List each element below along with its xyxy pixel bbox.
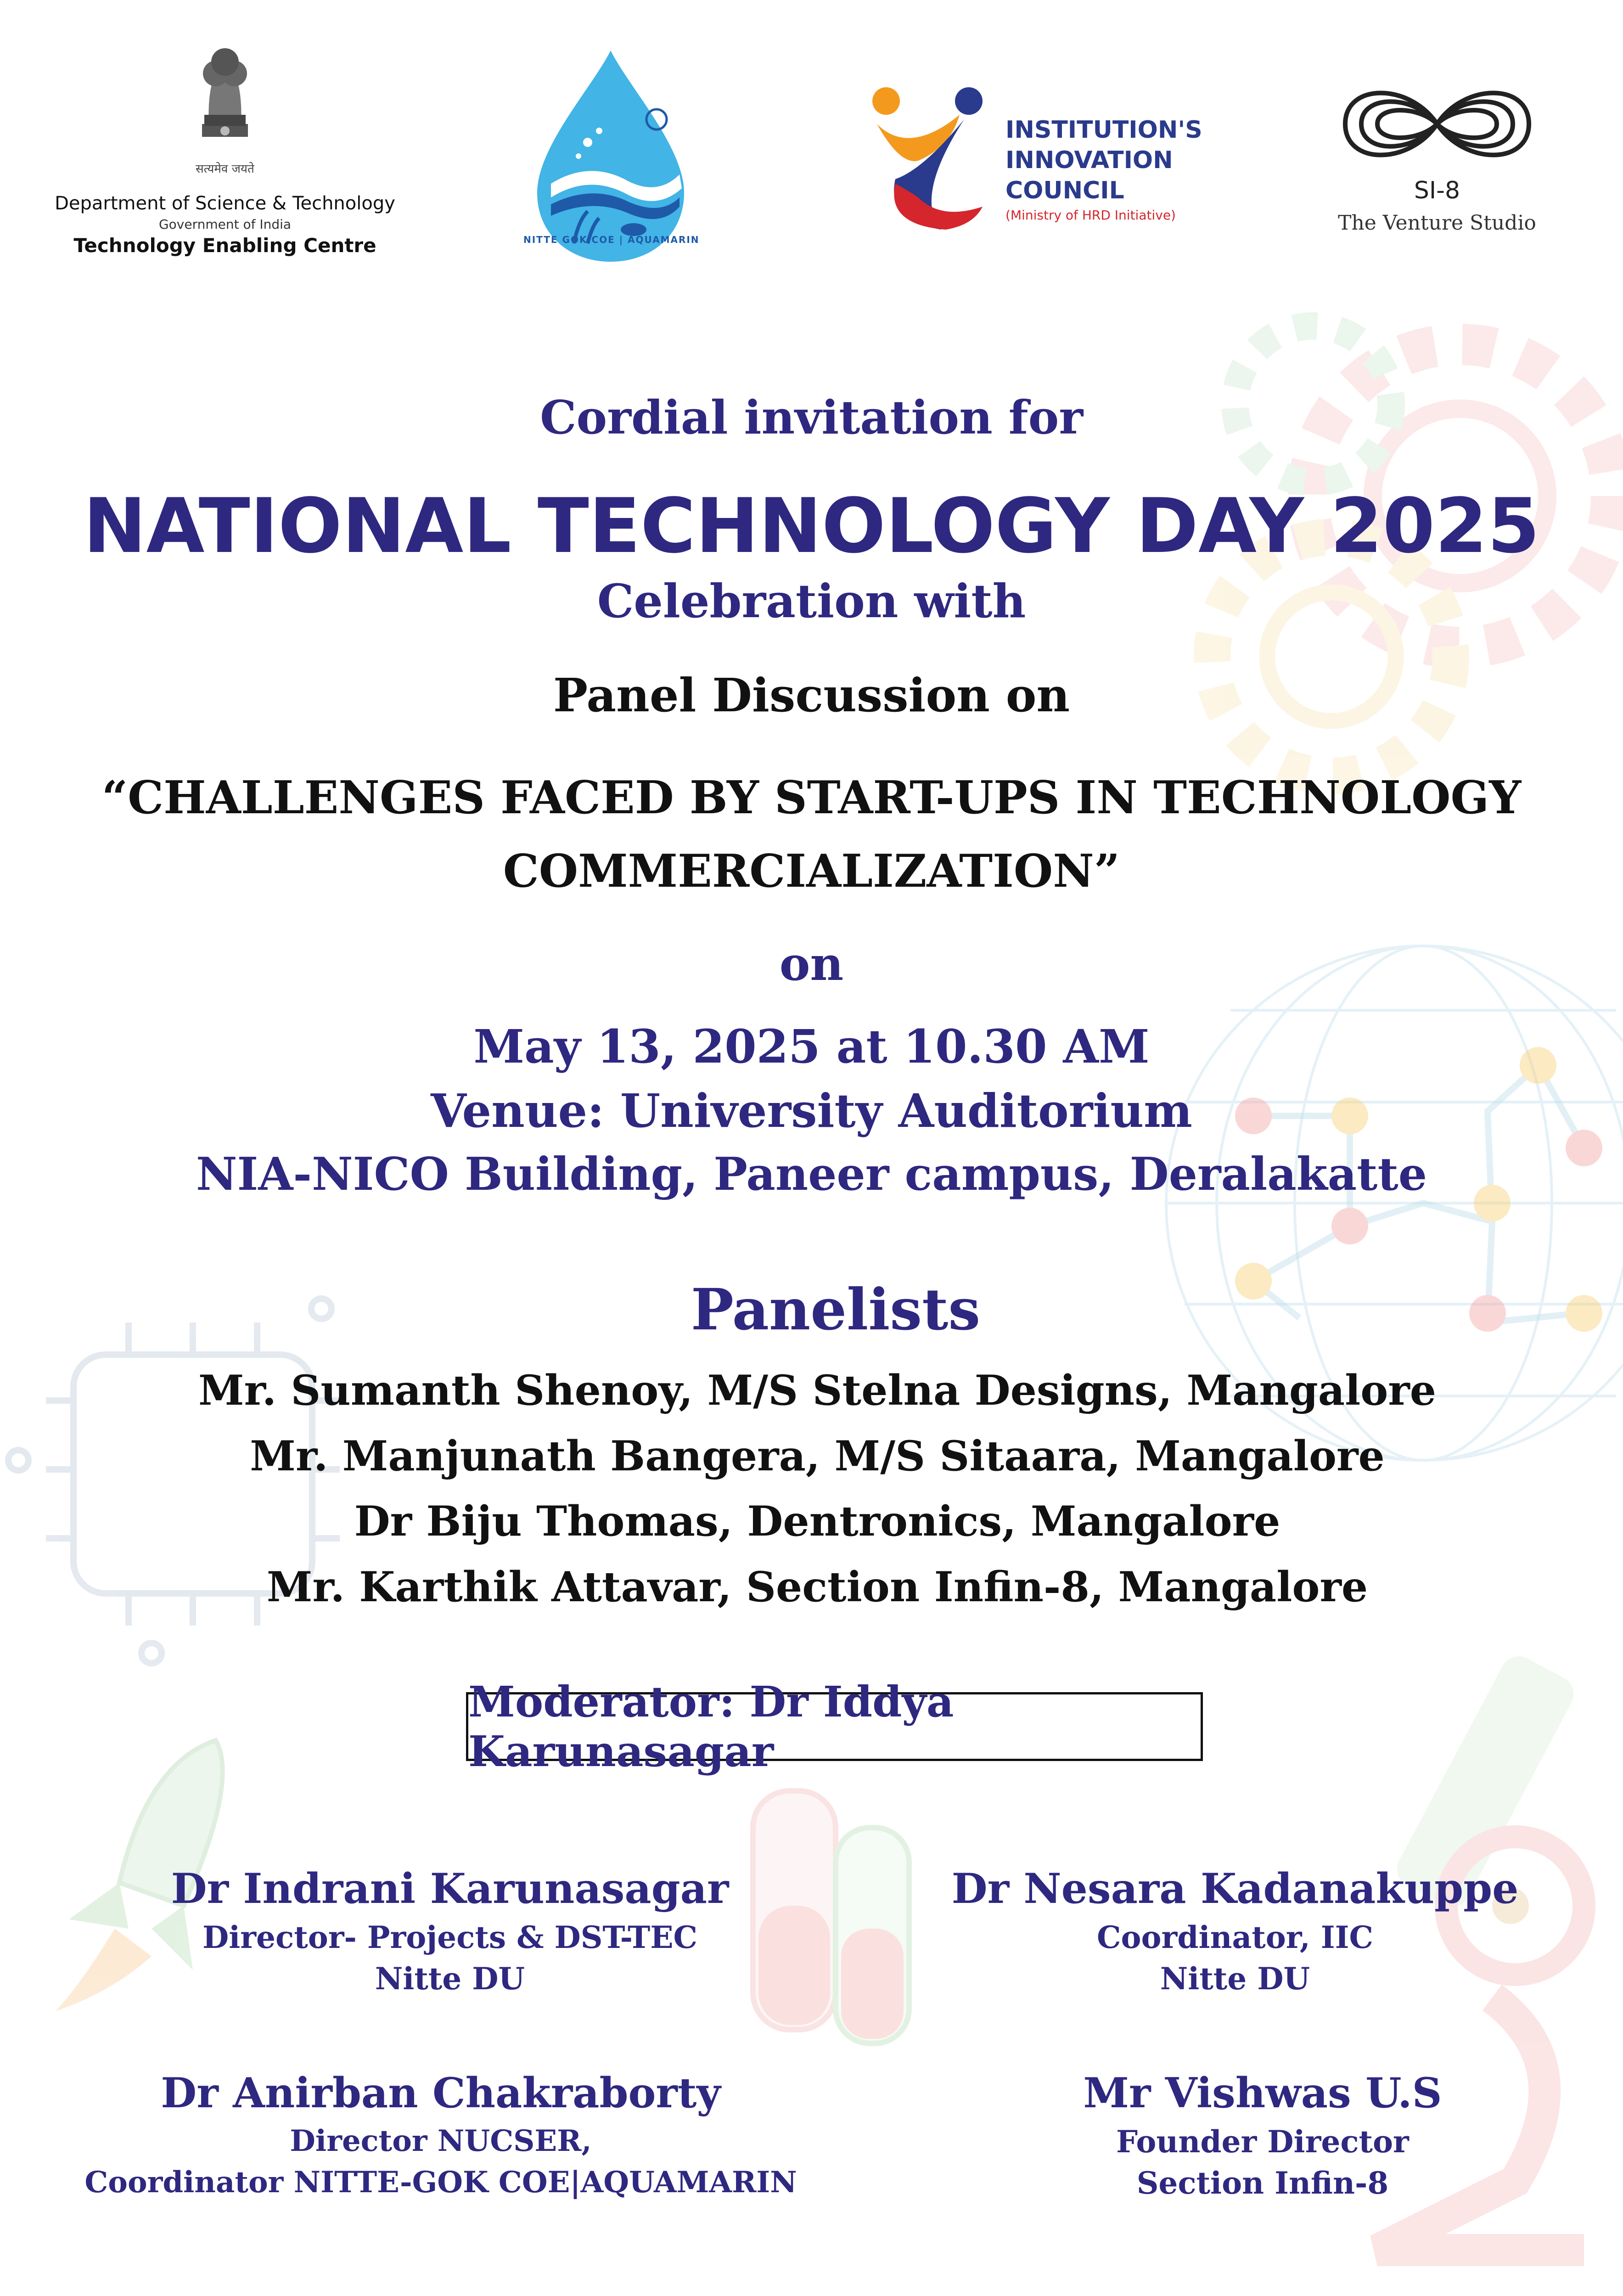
test-tube-icon xyxy=(753,1791,909,2043)
event-date: May 13, 2025 at 10.30 AM xyxy=(473,1019,1150,1074)
panel-discussion-line: Panel Discussion on xyxy=(553,668,1070,722)
event-title: NATIONAL TECHNOLOGY DAY 2025 xyxy=(83,482,1540,570)
aquamarin-logo xyxy=(523,46,698,266)
organizer-role: Coordinator, IIC xyxy=(1096,1919,1374,1955)
organizer-affiliation: Nitte DU xyxy=(1160,1961,1310,1997)
organizer-affiliation: Coordinator NITTE-GOK COE|AQUAMARIN xyxy=(84,2165,797,2200)
event-building: NIA-NICO Building, Paneer campus, Deralakatte xyxy=(196,1148,1427,1201)
dst-tec-name: Technology Enabling Centre xyxy=(73,234,376,257)
aquamarin-ring-text: NITTE GOK COE | AQUAMARIN xyxy=(523,234,700,245)
iic-line-2: INNOVATION xyxy=(1005,146,1173,174)
organizer-role: Director NUCSER, xyxy=(290,2124,592,2158)
panelists-heading: Panelists xyxy=(691,1277,981,1343)
infinity-icon xyxy=(1327,73,1547,174)
organizer-name: Dr Indrani Karunasagar xyxy=(171,1864,729,1913)
organizer-name: Mr Vishwas U.S xyxy=(1083,2069,1442,2117)
iic-line-3: COUNCIL xyxy=(1005,177,1124,204)
dst-logo xyxy=(46,41,404,266)
si8-name: SI-8 xyxy=(1414,177,1460,204)
organizer-affiliation: Nitte DU xyxy=(375,1961,525,1997)
iic-line-1: INSTITUTION'S xyxy=(1005,116,1202,144)
moderator-text: Moderator: Dr Iddya Karunasagar xyxy=(468,1677,954,1776)
panelist-item: Mr. Karthik Attavar, Section Infin-8, Mangalore xyxy=(266,1563,1368,1611)
organizer-affiliation: Section Infin-8 xyxy=(1136,2165,1389,2201)
iic-logo xyxy=(868,83,1235,234)
iic-mark-icon xyxy=(868,83,987,234)
topic-line-1: “CHALLENGES FACED BY START-UPS IN TECHNOLOGY xyxy=(101,771,1522,824)
dst-gov-name: Government of India xyxy=(158,217,292,232)
panelist-item: Mr. Manjunath Bangera, M/S Sitaara, Mangalore xyxy=(250,1432,1385,1480)
organizer-name: Dr Nesara Kadanakuppe xyxy=(951,1864,1519,1913)
emblem-motto: सत्यमेव जयते xyxy=(196,162,254,176)
organizer-role: Founder Director xyxy=(1116,2124,1409,2160)
organizer-role: Director- Projects & DST-TEC xyxy=(202,1919,698,1955)
on-line: on xyxy=(779,937,844,991)
panelist-item: Dr Biju Thomas, Dentronics, Mangalore xyxy=(354,1497,1280,1546)
invitation-intro: Cordial invitation for xyxy=(539,390,1084,445)
dst-dept-name: Department of Science & Technology xyxy=(55,193,395,214)
si8-logo xyxy=(1327,73,1547,248)
topic-line-2: COMMERCIALIZATION” xyxy=(503,845,1120,898)
water-drop-icon xyxy=(523,46,698,266)
ashoka-emblem-icon xyxy=(184,41,266,161)
moderator-box xyxy=(466,1677,1203,1776)
celebration-line: Celebration with xyxy=(597,574,1026,628)
panelist-item: Mr. Sumanth Shenoy, M/S Stelna Designs, Mangalore xyxy=(198,1366,1436,1415)
si8-tagline: The Venture Studio xyxy=(1338,211,1536,235)
iic-line-4: (Ministry of HRD Initiative) xyxy=(1005,208,1176,223)
organizer-name: Dr Anirban Chakraborty xyxy=(161,2069,721,2117)
event-venue: Venue: University Auditorium xyxy=(431,1084,1192,1138)
